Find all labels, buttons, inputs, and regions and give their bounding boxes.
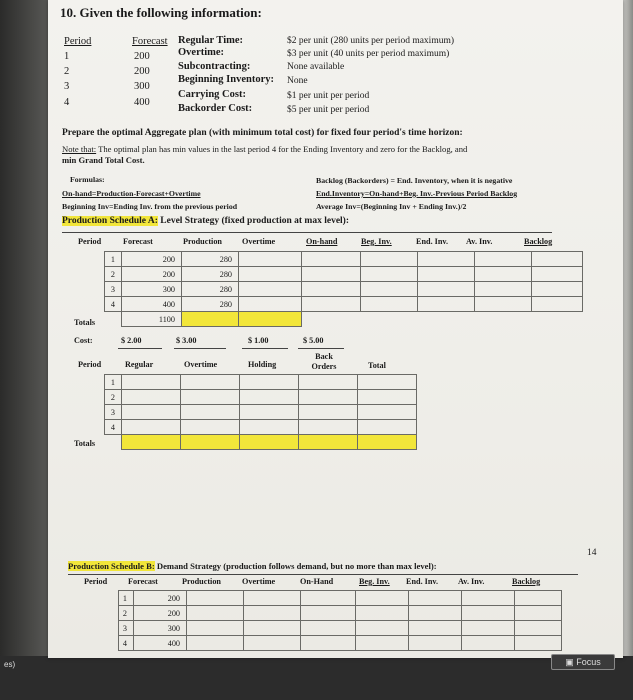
period-cell: 2: [105, 267, 122, 282]
on-hand-cell[interactable]: [302, 252, 361, 267]
col-header: Beg. Inv.: [361, 237, 392, 246]
forecast-cell: 400: [134, 636, 187, 651]
forecast-cell: 200: [122, 267, 182, 282]
backorder-cost-cell[interactable]: [299, 405, 358, 420]
regular-cost-cell[interactable]: [122, 375, 181, 390]
beg-inv-cell[interactable]: [361, 252, 418, 267]
av-inv-cell[interactable]: [462, 621, 515, 636]
focus-button[interactable]: [551, 654, 615, 670]
col-header: Forecast: [123, 237, 153, 246]
holding-cost-cell[interactable]: [240, 375, 299, 390]
period-cell: 3: [105, 282, 122, 297]
cost-col-header: Holding: [248, 360, 277, 369]
on-hand-cell[interactable]: [301, 636, 356, 651]
forecast-value: 200: [134, 51, 150, 62]
cost-label: Beginning Inventory:: [178, 74, 274, 85]
cost-col-header: Back Orders: [311, 352, 337, 371]
col-header: On-hand: [306, 237, 338, 246]
av-inv-cell[interactable]: [462, 606, 515, 621]
on-hand-cell[interactable]: [302, 267, 361, 282]
production-cell: 280: [182, 252, 239, 267]
totals-forecast-cell: 1100: [122, 312, 182, 327]
cost-label: Subcontracting:: [178, 61, 251, 72]
formula-beg-inv: Beginning Inv=Ending Inv. from the previous period: [62, 202, 238, 211]
av-inv-cell[interactable]: [475, 297, 532, 312]
backlog-cell[interactable]: [532, 252, 583, 267]
col-header: Period: [78, 237, 102, 246]
backlog-cell[interactable]: [532, 297, 583, 312]
holding-unit-cost: $ 1.00: [248, 336, 269, 345]
cost-value: None: [287, 76, 308, 86]
forecast-cell: 200: [134, 606, 187, 621]
backorder-cost-cell[interactable]: [299, 375, 358, 390]
cost-value: $2 per unit (280 units per period maximum): [287, 36, 455, 46]
cost-value: None available: [287, 62, 345, 72]
totals-label: Totals: [74, 318, 96, 327]
overtime-cell[interactable]: [244, 606, 301, 621]
col-header: Forecast: [128, 577, 158, 586]
period-value: 3: [64, 81, 70, 92]
formula-on-hand: On-hand=Production-Forecast+Overtime: [62, 189, 201, 198]
period-cell: 1: [119, 591, 134, 606]
backlog-cell[interactable]: [515, 636, 562, 651]
production-cell[interactable]: [187, 606, 244, 621]
period-header: Period: [64, 36, 92, 47]
table-row: [105, 375, 417, 390]
table-row: [105, 390, 417, 405]
taskbar: [0, 656, 633, 700]
forecast-cell: 200: [122, 252, 182, 267]
end-inv-cell[interactable]: [409, 621, 462, 636]
schedule-b-label: Production Schedule B:: [68, 561, 155, 571]
screen-bezel-left: [0, 0, 50, 700]
on-hand-cell[interactable]: [301, 606, 356, 621]
beg-inv-cell[interactable]: [361, 267, 418, 282]
backorder-cost-cell[interactable]: [299, 390, 358, 405]
on-hand-cell[interactable]: [302, 297, 361, 312]
cost-label: Overtime:: [178, 47, 225, 58]
production-cell: 280: [182, 297, 239, 312]
end-inv-cell[interactable]: [409, 606, 462, 621]
col-header: On-Hand: [300, 577, 334, 586]
grand-total-cell[interactable]: [358, 435, 417, 450]
overtime-cell[interactable]: [239, 252, 302, 267]
table-row: [105, 282, 583, 297]
divider: [62, 232, 552, 233]
beg-inv-cell[interactable]: [361, 297, 418, 312]
period-value: 2: [64, 66, 70, 77]
beg-inv-cell[interactable]: [361, 282, 418, 297]
cost-label: Carrying Cost:: [178, 89, 246, 100]
av-inv-cell[interactable]: [462, 636, 515, 651]
cost-table: [104, 374, 417, 450]
cost-value: $3 per unit (40 units per period maximum): [287, 49, 450, 59]
col-header: Beg. Inv.: [359, 577, 390, 586]
cost-value: $5 per unit per period: [287, 105, 370, 115]
period-value: 4: [64, 97, 70, 108]
divider: [174, 348, 226, 349]
regular-cost-cell[interactable]: [122, 405, 181, 420]
cost-col-header: Regular: [125, 360, 154, 369]
backorder-cost-cell[interactable]: [299, 420, 358, 435]
table-row: [105, 252, 583, 267]
end-inv-cell[interactable]: [418, 297, 475, 312]
cost-col-header: Period: [78, 360, 102, 369]
av-inv-cell[interactable]: [462, 591, 515, 606]
forecast-cell: 300: [122, 282, 182, 297]
col-header: Backlog: [512, 577, 541, 586]
divider: [68, 574, 578, 575]
note-line-1: [62, 144, 467, 154]
end-inv-cell[interactable]: [409, 591, 462, 606]
forecast-value: 400: [134, 97, 150, 108]
table-row: [105, 420, 417, 435]
production-cell[interactable]: [187, 636, 244, 651]
formulas-label: Formulas:: [70, 175, 105, 184]
col-header: Backlog: [524, 237, 553, 246]
holding-cost-cell[interactable]: [240, 390, 299, 405]
note-line-2: min Grand Total Cost.: [62, 155, 145, 165]
totals-row: [105, 312, 583, 327]
overtime-cost-cell[interactable]: [181, 420, 240, 435]
beg-inv-cell[interactable]: [356, 621, 409, 636]
production-cell: 280: [182, 282, 239, 297]
production-cell[interactable]: [187, 591, 244, 606]
overtime-cost-cell[interactable]: [181, 390, 240, 405]
totals-row: [105, 435, 417, 450]
period-cell: 3: [119, 621, 134, 636]
backlog-cell[interactable]: [515, 591, 562, 606]
table-row: [105, 297, 583, 312]
end-inv-cell[interactable]: [409, 636, 462, 651]
document-page: [48, 0, 623, 658]
end-inv-cell[interactable]: [418, 282, 475, 297]
table-row: [119, 606, 562, 621]
formula-backlog: Backlog (Backorders) = End. Inventory, when it is negative: [316, 176, 513, 185]
av-inv-cell[interactable]: [475, 252, 532, 267]
formula-end-inv: End.Inventory=On-hand+Beg. Inv.-Previous Period Backlog: [316, 189, 518, 198]
schedule-a-label: Production Schedule A:: [62, 216, 158, 226]
production-cell[interactable]: [187, 621, 244, 636]
formula-avg-inv: Average Inv=(Beginning Inv + Ending Inv.)/2: [316, 202, 467, 211]
beg-inv-cell[interactable]: [356, 606, 409, 621]
backlog-cell[interactable]: [515, 621, 562, 636]
holding-total-cell[interactable]: [240, 435, 299, 450]
av-inv-cell[interactable]: [475, 267, 532, 282]
beg-inv-cell[interactable]: [356, 591, 409, 606]
forecast-cell: 300: [134, 621, 187, 636]
overtime-cell[interactable]: [239, 297, 302, 312]
cost-totals-label: Totals: [74, 439, 96, 448]
total-cost-cell[interactable]: [358, 390, 417, 405]
cost-label: Regular Time:: [178, 35, 244, 46]
cost-value: $1 per unit per period: [287, 91, 370, 101]
on-hand-cell[interactable]: [301, 591, 356, 606]
col-header: Period: [84, 577, 108, 586]
beg-inv-cell[interactable]: [356, 636, 409, 651]
regular-unit-cost: $ 2.00: [121, 336, 142, 345]
col-header: Overtime: [242, 237, 276, 246]
regular-total-cell[interactable]: [122, 435, 181, 450]
total-cost-cell[interactable]: [358, 420, 417, 435]
forecast-cell: 400: [122, 297, 182, 312]
col-header: Overtime: [242, 577, 276, 586]
overtime-cost-cell[interactable]: [181, 405, 240, 420]
regular-cost-cell[interactable]: [122, 420, 181, 435]
period-cell: 1: [105, 375, 122, 390]
cost-label: Backorder Cost:: [178, 103, 253, 114]
table-row: [105, 405, 417, 420]
schedule-b-description: Demand Strategy (production follows demand, but no more than max level):: [154, 561, 437, 571]
cost-col-header: Total: [368, 361, 386, 370]
period-value: 1: [64, 51, 70, 62]
backorder-total-cell[interactable]: [299, 435, 358, 450]
end-inv-cell[interactable]: [418, 252, 475, 267]
col-header: Av. Inv.: [458, 577, 485, 586]
overtime-unit-cost: $ 3.00: [176, 336, 197, 345]
table-row: [119, 591, 562, 606]
overtime-cell[interactable]: [244, 621, 301, 636]
schedule-b-title: [68, 561, 437, 571]
period-cell: 4: [105, 420, 122, 435]
cost-row-label: Cost:: [74, 336, 93, 345]
forecast-cell: 200: [134, 591, 187, 606]
total-cost-cell[interactable]: [358, 375, 417, 390]
holding-cost-cell[interactable]: [240, 405, 299, 420]
col-header: Production: [182, 577, 221, 586]
divider: [118, 348, 162, 349]
period-cell: 2: [105, 390, 122, 405]
col-header: Av. Inv.: [466, 237, 493, 246]
period-cell: 1: [105, 252, 122, 267]
question-title: 10. Given the following information:: [60, 5, 262, 20]
note-text: The optimal plan has min values in the last period 4 for the Ending Inventory and zero for the Backlog, and: [96, 144, 468, 154]
production-cell: 280: [182, 267, 239, 282]
backlog-cell[interactable]: [532, 267, 583, 282]
schedule-a-title: [62, 216, 349, 226]
schedule-a-table: [104, 251, 583, 327]
divider: [242, 348, 288, 349]
focus-label: Focus: [576, 657, 601, 667]
note-label: Note that:: [62, 144, 97, 154]
table-row: [105, 267, 583, 282]
backlog-cell[interactable]: [515, 606, 562, 621]
forecast-value: 200: [134, 66, 150, 77]
overtime-cell[interactable]: [239, 282, 302, 297]
col-header: Production: [183, 237, 222, 246]
on-hand-cell[interactable]: [302, 282, 361, 297]
end-inv-cell[interactable]: [418, 267, 475, 282]
overtime-total-cell[interactable]: [181, 435, 240, 450]
prompt-text: Prepare the optimal Aggregate plan (with minimum total cost) for fixed four period's time horizon:: [62, 128, 463, 138]
table-row: [119, 636, 562, 651]
overtime-cell[interactable]: [244, 636, 301, 651]
backlog-cell[interactable]: [532, 282, 583, 297]
overtime-cost-cell[interactable]: [181, 375, 240, 390]
table-row: [119, 621, 562, 636]
holding-cost-cell[interactable]: [240, 420, 299, 435]
divider: [298, 348, 344, 349]
on-hand-cell[interactable]: [301, 621, 356, 636]
period-cell: 4: [119, 636, 134, 651]
schedule-a-description: Level Strategy (fixed production at max level):: [157, 216, 349, 226]
schedule-b-table: [118, 590, 562, 651]
period-cell: 2: [119, 606, 134, 621]
overtime-cell[interactable]: [239, 267, 302, 282]
col-header: End. Inv.: [406, 577, 439, 586]
regular-cost-cell[interactable]: [122, 390, 181, 405]
totals-production-cell[interactable]: [182, 312, 239, 327]
forecast-header: Forecast: [132, 36, 168, 47]
av-inv-cell[interactable]: [475, 282, 532, 297]
total-cost-cell[interactable]: [358, 405, 417, 420]
overtime-cell[interactable]: [244, 591, 301, 606]
cost-col-header: Overtime: [184, 360, 218, 369]
focus-icon: ▣: [565, 657, 577, 667]
taskbar-text: es): [4, 660, 16, 669]
period-cell: 3: [105, 405, 122, 420]
totals-overtime-cell[interactable]: [239, 312, 302, 327]
forecast-value: 300: [134, 81, 150, 92]
page-number: 14: [587, 548, 597, 558]
period-cell: 4: [105, 297, 122, 312]
col-header: End. Inv.: [416, 237, 449, 246]
backorder-unit-cost: $ 5.00: [303, 336, 324, 345]
